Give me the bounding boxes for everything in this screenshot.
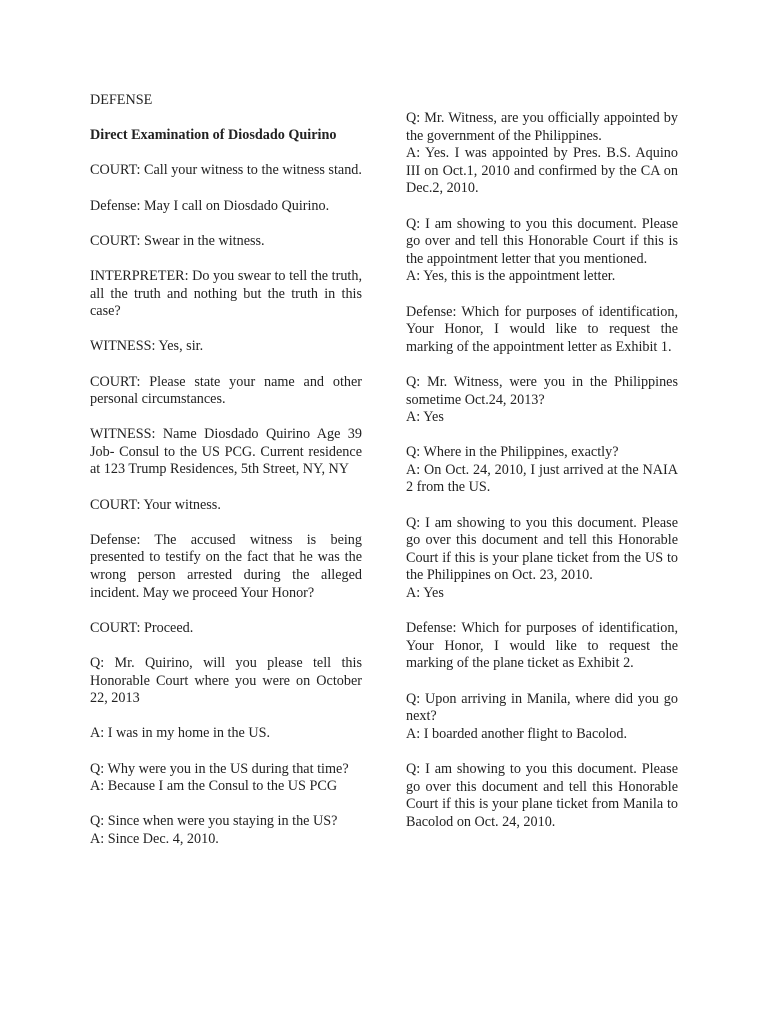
transcript-question: Q: I am showing to you this document. Please go over and tell this Honorable Court if this is the appointment letter that you mentioned. [406,215,678,267]
transcript-paragraph: Defense: Which for purposes of identification, Your Honor, I would like to request the marking of the plane ticket as Exhibit 2. [406,620,678,672]
transcript-paragraph: WITNESS: Name Diosdado Quirino Age 39 Job- Consul to the US PCG. Current residence at 123 Trump Residences, 5th Street, NY, NY [90,426,362,478]
transcript-paragraph: INTERPRETER: Do you swear to tell the truth, all the truth and nothing but the truth in this case? [90,267,362,320]
transcript-question: Q: Since when were you staying in the US? [90,813,338,830]
transcript-paragraph: Defense: The accused witness is being presented to testify on the fact that he was the wrong person arrested during the alleged incident. May we proceed Your Honor? [90,531,362,601]
section-label: DEFENSE [90,92,153,108]
transcript-answer: A: Yes [406,409,444,426]
transcript-question: Q: Where in the Philippines, exactly? [406,444,619,461]
transcript-paragraph: WITNESS: Yes, sir. [90,338,204,355]
transcript-question: Q: Mr. Witness, were you in the Philippines sometime Oct.24, 2013? [406,373,678,408]
transcript-paragraph: Defense: Which for purposes of identification, Your Honor, I would like to request the marking of the appointment letter as Exhibit 1. [406,303,678,355]
transcript-answer: A: Yes [406,585,444,602]
transcript-answer: A: Yes, this is the appointment letter. [406,268,616,285]
transcript-answer: A: I boarded another flight to Bacolod. [406,725,628,742]
transcript-answer: A: Yes. I was appointed by Pres. B.S. Aquino III on Oct.1, 2010 and confirmed by the CA on Dec.2, 2010. [406,145,678,197]
transcript-answer: A: On Oct. 24, 2010, I just arrived at the NAIA 2 from the US. [406,461,678,496]
transcript-question: Q: Upon arriving in Manila, where did you go next? [406,690,678,725]
right-column [406,110,678,849]
transcript-paragraph: Q: Mr. Quirino, will you please tell this Honorable Court where you were on October 22, 2013 [90,655,362,707]
transcript-paragraph: COURT: Call your witness to the witness stand. [90,162,362,179]
transcript-question: Q: Mr. Witness, are you officially appointed by the government of the Philippines. [406,110,678,144]
transcript-question: Q: I am showing to you this document. Please go over this document and tell this Honorable Court if this is your plane ticket from the US to the Philippines on Oct. 23, 2010. [406,514,678,584]
transcript-paragraph: Defense: May I call on Diosdado Quirino. [90,197,330,214]
transcript-question: Q: Why were you in the US during that time? [90,760,349,777]
transcript-paragraph: COURT: Please state your name and other personal circumstances. [90,373,362,408]
transcript-question: Q: I am showing to you this document. Please go over this document and tell this Honorable Court if this is your plane ticket from Manila to Bacolod on Oct. 24, 2010. [406,760,678,830]
document-title: Direct Examination of Diosdado Quirino [90,127,337,144]
transcript-paragraph: A: I was in my home in the US. [90,725,271,742]
transcript-paragraph: COURT: Proceed. [90,619,194,636]
transcript-answer: A: Since Dec. 4, 2010. [90,830,219,847]
transcript-paragraph: COURT: Your witness. [90,496,221,513]
transcript-answer: A: Because I am the Consul to the US PCG [90,778,338,795]
left-column [90,92,362,866]
transcript-paragraph: COURT: Swear in the witness. [90,232,265,249]
